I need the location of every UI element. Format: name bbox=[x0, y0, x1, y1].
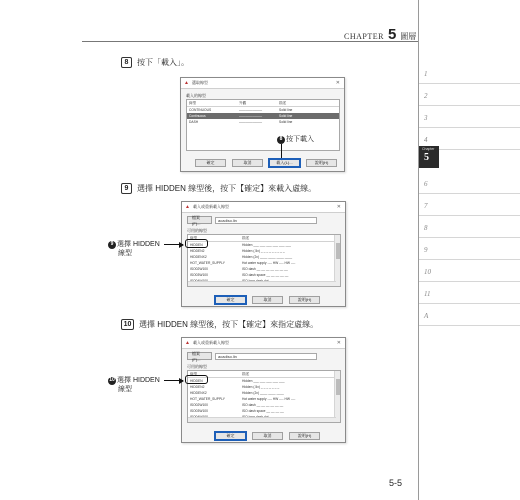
list-item-hidden[interactable]: HIDDEN Hidden ___ ___ ___ ___ ___ ___ bbox=[190, 243, 291, 247]
cancel-button[interactable]: 取消 bbox=[232, 159, 263, 167]
list-item[interactable]: HIDDENX2 Hidden (2x) ____ ____ ____ ____ bbox=[190, 255, 293, 259]
dialog-buttons bbox=[195, 159, 337, 167]
list-item[interactable]: DASH ——————— Solid line bbox=[189, 120, 293, 124]
ok-button[interactable]: 確定 bbox=[195, 159, 226, 167]
scroll-thumb[interactable] bbox=[336, 379, 340, 395]
callout-number-badge: 9 bbox=[108, 241, 116, 249]
list-item[interactable]: CONTINUOUS ——————— Solid line bbox=[189, 108, 293, 112]
scroll-thumb[interactable] bbox=[336, 243, 340, 259]
list-item-hidden[interactable]: HIDDEN Hidden ___ ___ ___ ___ ___ bbox=[190, 379, 285, 383]
available-linetypes-label: 可用的線型 bbox=[187, 228, 207, 233]
column-header-linetype[interactable]: 線型 bbox=[190, 371, 198, 376]
help-button[interactable]: 說明(H) bbox=[289, 296, 320, 304]
help-button[interactable]: 說明(H) bbox=[289, 432, 320, 440]
callout-text-line-2: 線型 bbox=[118, 250, 132, 257]
chapter-tab-5-active[interactable]: Chapter 5 bbox=[419, 146, 439, 168]
callout-text-line-2: 線型 bbox=[118, 386, 132, 393]
chapter-tab-9[interactable]: 9 bbox=[419, 240, 520, 260]
step-number-badge: 9 bbox=[121, 183, 132, 194]
column-header-appearance[interactable]: 外觀 bbox=[239, 100, 247, 105]
dialog-titlebar bbox=[182, 338, 345, 349]
available-linetypes-list[interactable] bbox=[187, 234, 341, 287]
column-header-linetype[interactable]: 線型 bbox=[190, 235, 198, 240]
ok-button[interactable]: 確定 bbox=[215, 296, 246, 304]
select-linetype-dialog bbox=[180, 77, 345, 172]
list-scrollbar[interactable] bbox=[334, 371, 340, 422]
available-linetypes-list[interactable] bbox=[187, 370, 341, 423]
page-number: 5-5 bbox=[389, 478, 403, 488]
dialog-titlebar bbox=[181, 78, 344, 89]
autocad-app-icon: ▲ bbox=[185, 339, 190, 346]
load-button[interactable]: 載入(L)... bbox=[269, 159, 300, 167]
callout-select-hidden bbox=[108, 376, 160, 394]
chapter-tab-7[interactable]: 7 bbox=[419, 196, 520, 216]
column-header-description[interactable]: 描述 bbox=[242, 371, 250, 376]
file-name-field[interactable]: acadiso.lin bbox=[215, 217, 317, 224]
dialog-buttons bbox=[215, 432, 320, 440]
close-icon[interactable]: ✕ bbox=[336, 340, 341, 346]
cancel-button[interactable]: 取消 bbox=[252, 432, 283, 440]
chapter-topic: 圖層 bbox=[400, 32, 417, 41]
file-row bbox=[187, 216, 317, 224]
dialog-buttons bbox=[215, 296, 320, 304]
list-item[interactable]: HOT_WATER_SUPPLY Hot water supply ---- HW ---- HW ---- bbox=[190, 261, 296, 265]
autocad-app-icon: ▲ bbox=[184, 79, 189, 86]
callout-number-badge: 8 bbox=[277, 136, 285, 144]
list-item[interactable]: HIDDEN2 Hidden (.5x) _ _ _ _ _ _ _ _ _ bbox=[190, 249, 285, 253]
callout-select-hidden bbox=[108, 240, 160, 258]
file-button[interactable]: 檔案(F)... bbox=[187, 352, 212, 360]
chapter-tab-3[interactable]: 3 bbox=[419, 108, 520, 128]
loaded-linetypes-list[interactable] bbox=[186, 99, 340, 151]
available-linetypes-label: 可用的線型 bbox=[187, 364, 207, 369]
hidden-row-highlight bbox=[185, 239, 208, 248]
callout-text-line-1: 選擇 HIDDEN bbox=[117, 377, 160, 384]
close-icon[interactable]: ✕ bbox=[335, 80, 340, 86]
chapter-tab-6[interactable]: 6 bbox=[419, 174, 520, 194]
list-item[interactable]: HIDDEN2 Hidden (.5x) _ _ _ _ _ _ _ bbox=[190, 385, 280, 389]
list-header bbox=[188, 371, 340, 378]
chapter-tab-appendix[interactable]: A bbox=[419, 306, 520, 326]
step-8-instruction bbox=[121, 57, 189, 68]
autocad-app-icon: ▲ bbox=[185, 203, 190, 210]
file-row bbox=[187, 352, 317, 360]
step-number-badge: 8 bbox=[121, 57, 132, 68]
hidden-row-highlight bbox=[185, 375, 208, 384]
callout-text-line-1: 選擇 HIDDEN bbox=[117, 241, 160, 248]
file-name-field[interactable]: acadiso.lin bbox=[215, 353, 317, 360]
dialog-titlebar bbox=[182, 202, 345, 213]
chapter-tab-4[interactable]: 4 bbox=[419, 130, 520, 150]
callout-text: 按下載入 bbox=[286, 136, 314, 143]
load-linetypes-dialog bbox=[181, 201, 346, 307]
chapter-heading bbox=[344, 26, 416, 43]
column-header-description[interactable]: 描述 bbox=[242, 235, 250, 240]
loaded-linetypes-label: 載入的線型 bbox=[186, 93, 206, 98]
callout-arrow bbox=[164, 244, 183, 245]
load-linetypes-dialog-2 bbox=[181, 337, 346, 443]
step-text: 選擇 HIDDEN 線型後，按下【確定】來指定虛線。 bbox=[139, 320, 319, 329]
step-text: 選擇 HIDDEN 線型後，按下【確定】來載入虛線。 bbox=[137, 184, 317, 193]
chapter-tab-8[interactable]: 8 bbox=[419, 218, 520, 238]
step-text: 按下「載入」。 bbox=[137, 58, 189, 67]
list-item-selected[interactable]: Continuous ——————— Solid line bbox=[187, 113, 339, 119]
list-item[interactable]: ISO03W100 ISO dash space __ __ __ __ __ bbox=[190, 273, 289, 277]
list-header bbox=[188, 235, 340, 242]
list-horizontal-scrollbar[interactable] bbox=[188, 281, 336, 286]
dialog-title: 載入或重新載入線型 bbox=[193, 204, 229, 209]
chapter-tab-11[interactable]: 11 bbox=[419, 284, 520, 304]
dialog-title: 選取線型 bbox=[192, 80, 208, 85]
callout-arrow bbox=[164, 380, 183, 381]
step-9-instruction bbox=[121, 183, 316, 194]
list-scrollbar[interactable] bbox=[334, 235, 340, 286]
list-item[interactable]: ISO03W100 ISO dash space __ __ __ __ bbox=[190, 409, 284, 413]
chapter-number: 5 bbox=[387, 26, 397, 43]
close-icon[interactable]: ✕ bbox=[336, 204, 341, 210]
cancel-button[interactable]: 取消 bbox=[252, 296, 283, 304]
list-header bbox=[187, 100, 339, 107]
column-header-description[interactable]: 描述 bbox=[279, 100, 287, 105]
list-item[interactable]: HIDDENX2 Hidden (2x) ____ ____ ____ bbox=[190, 391, 284, 395]
list-item[interactable]: HOT_WATER_SUPPLY Hot water supply ---- HW ---- HW ---- bbox=[190, 397, 296, 401]
step-number-badge: 10 bbox=[121, 319, 134, 330]
chapter-word: CHAPTER bbox=[344, 32, 384, 41]
chapter-tab-10[interactable]: 10 bbox=[419, 262, 520, 282]
callout-pointer bbox=[281, 144, 282, 158]
callout-number-badge: 10 bbox=[109, 377, 115, 383]
file-button[interactable]: 檔案(F)... bbox=[187, 216, 212, 224]
chapter-tab-1[interactable]: 1 bbox=[419, 64, 520, 84]
column-header-linetype[interactable]: 線型 bbox=[189, 100, 197, 105]
list-item[interactable]: ISO02W100 ISO dash __ __ __ __ __ __ __ bbox=[190, 267, 288, 271]
dialog-title: 載入或重新載入線型 bbox=[193, 340, 229, 345]
help-button[interactable]: 說明(H) bbox=[306, 159, 337, 167]
callout-load bbox=[277, 135, 314, 144]
step-10-instruction bbox=[121, 319, 318, 330]
list-horizontal-scrollbar[interactable] bbox=[188, 417, 336, 422]
list-item[interactable]: ISO02W100 ISO dash __ __ __ __ __ __ bbox=[190, 403, 284, 407]
ok-button[interactable]: 確定 bbox=[215, 432, 246, 440]
chapter-tab-2[interactable]: 2 bbox=[419, 86, 520, 106]
